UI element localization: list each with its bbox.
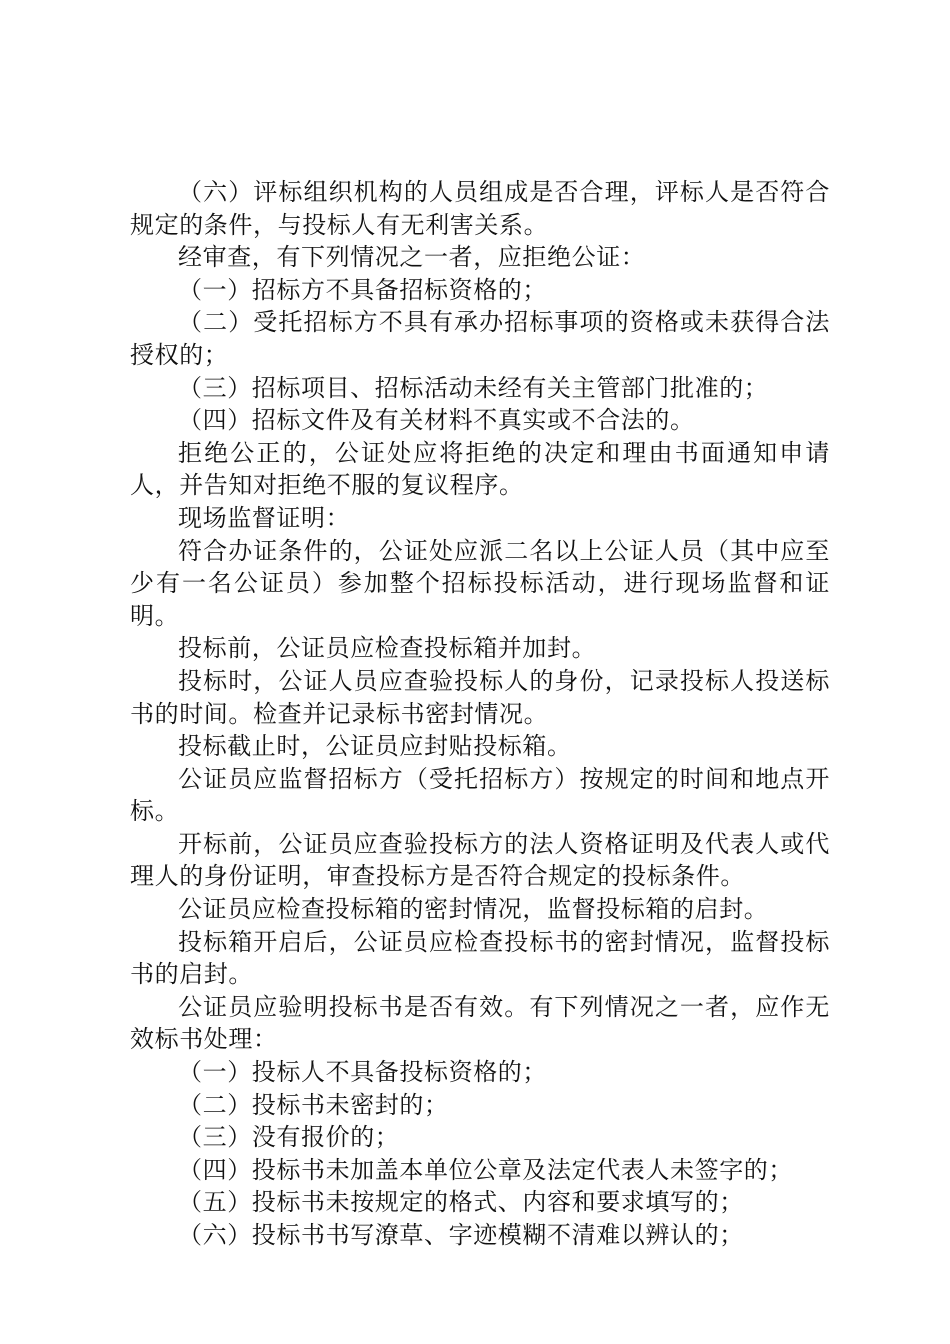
paragraph: 投标箱开启后，公证员应检查投标书的密封情况，监督投标书的启封。 xyxy=(130,927,830,989)
paragraph: 公证员应验明投标书是否有效。有下列情况之一者，应作无效标书处理： xyxy=(130,992,830,1054)
list-item: （一）投标人不具备投标资格的； xyxy=(178,1058,547,1087)
paragraph: 经审查，有下列情况之一者，应拒绝公证： xyxy=(178,243,646,272)
paragraph: （六）评标组织机构的人员组成是否合理，评标人是否符合规定的条件，与投标人有无利害关系。 xyxy=(130,178,830,239)
paragraph: 投标前，公证员应检查投标箱并加封。 xyxy=(178,634,597,663)
paragraph: 拒绝公正的，公证处应将拒绝的决定和理由书面通知申请人，并告知对拒绝不服的复议程序。 xyxy=(130,438,830,500)
paragraph: 符合办证条件的，公证处应派二名以上公证人员（其中应至少有一名公证员）参加整个招标投标活动，进行现场监督和证明。 xyxy=(130,536,830,630)
paragraph: 投标截止时，公证员应封贴投标箱。 xyxy=(178,732,572,761)
list-item: （二）受托招标方不具有承办招标事项的资格或未获得合法授权的； xyxy=(130,308,830,369)
list-item: （五）投标书未按规定的格式、内容和要求填写的； xyxy=(178,1188,744,1217)
list-item: （四）招标文件及有关材料不真实或不合法的。 xyxy=(178,406,695,435)
list-item: （四）投标书未加盖本单位公章及法定代表人未签字的； xyxy=(178,1155,793,1184)
list-item: （一）招标方不具备招标资格的； xyxy=(178,275,547,304)
paragraph: 投标时，公证人员应查验投标人的身份，记录投标人投送标书的时间。检查并记录标书密封情况。 xyxy=(130,666,830,728)
section-heading: 现场监督证明： xyxy=(178,503,351,532)
paragraph: 开标前，公证员应查验投标方的法人资格证明及代表人或代理人的身份证明，审查投标方是否符合规定的投标条件。 xyxy=(130,829,830,891)
list-item: （二）投标书未密封的； xyxy=(178,1090,449,1119)
document-body xyxy=(130,176,830,1252)
list-item: （三）招标项目、招标活动未经有关主管部门批准的； xyxy=(178,373,769,402)
paragraph: 公证员应检查投标箱的密封情况，监督投标箱的启封。 xyxy=(178,895,769,924)
list-item: （三）没有报价的； xyxy=(178,1123,400,1152)
list-item: （六）投标书书写潦草、字迹模糊不清难以辨认的； xyxy=(178,1221,744,1249)
paragraph: 公证员应监督招标方（受托招标方）按规定的时间和地点开标。 xyxy=(130,764,830,826)
